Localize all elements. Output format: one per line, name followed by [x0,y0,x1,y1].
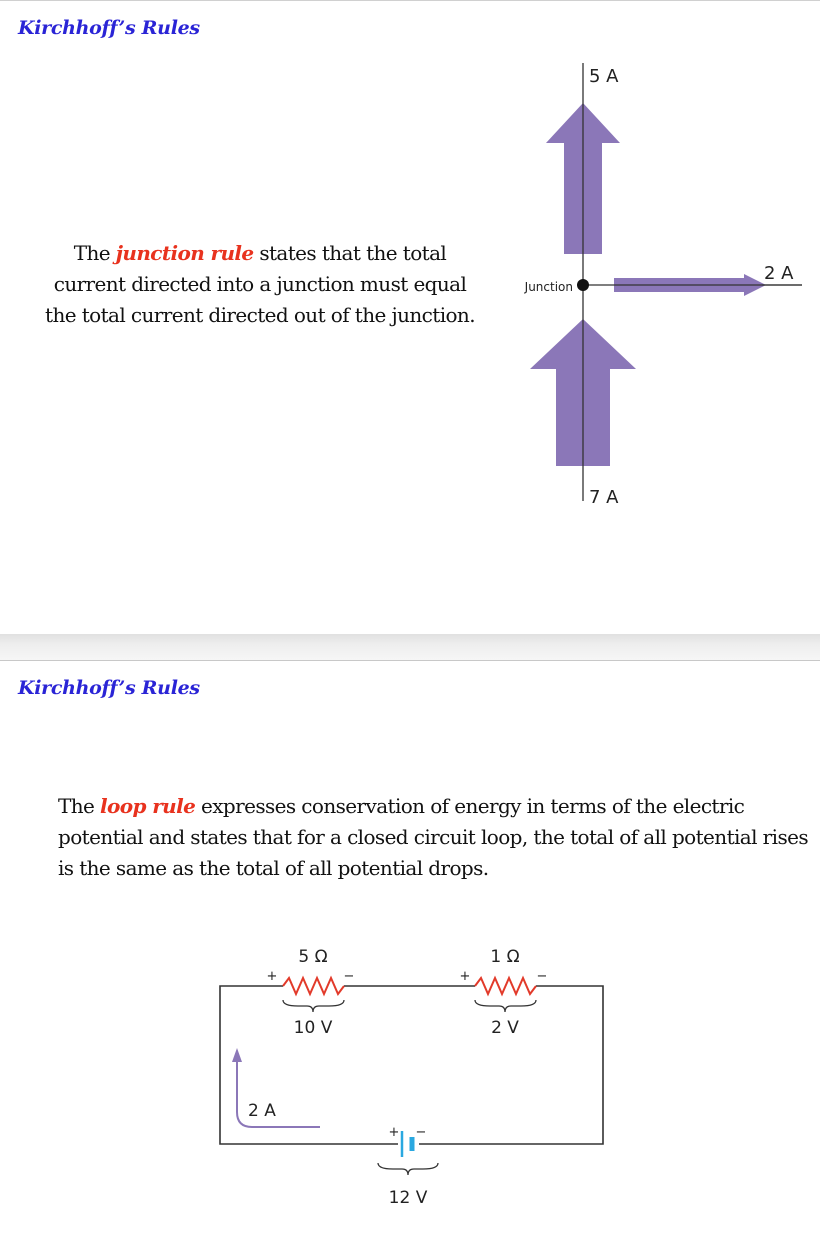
resistor-1-value: 5 Ω [298,947,328,967]
brace-battery [378,1163,438,1175]
current-label: 2 A [248,1101,276,1121]
resistor-2-drop: 2 V [491,1018,519,1038]
current-top-label: 5 A [589,66,619,87]
junction-rule-emphasis: junction rule [115,241,254,265]
resistor-2-minus: − [536,969,548,984]
text-before: The [58,794,101,818]
resistor-1-drop: 10 V [293,1018,333,1038]
brace-resistor-1 [283,1000,344,1012]
current-arrowhead [232,1048,242,1062]
slide-title: Kirchhoff’s Rules [18,677,200,699]
text-after: expresses conservation of energy in terms of the electric potential and states that for a closed circuit loop, the total of all potential rises is the same as the total of all potential drops. [58,794,809,880]
circuit-wire-top-right [419,986,603,1144]
resistor-5-ohm [283,978,344,994]
resistor-2-plus: + [459,969,471,984]
current-bottom-label: 7 A [589,487,619,508]
circuit-wire-top-left [220,986,398,1144]
text-before: The [73,241,116,265]
battery-minus: − [415,1125,427,1140]
resistor-1-plus: + [266,969,278,984]
battery-plus: + [388,1125,400,1140]
resistor-1-minus: − [343,969,355,984]
current-right-label: 2 A [764,263,794,284]
resistor-2-value: 1 Ω [490,947,520,967]
battery-label: 12 V [388,1188,428,1208]
junction-label: Junction [524,280,573,294]
text-after: states that the total current directed into a junction must equal the total current directed out of the junction. [45,241,475,327]
slide-title: Kirchhoff’s Rules [18,17,200,39]
loop-rule-emphasis: loop rule [100,794,196,818]
resistor-1-ohm [475,978,536,994]
brace-resistor-2 [475,1000,536,1012]
